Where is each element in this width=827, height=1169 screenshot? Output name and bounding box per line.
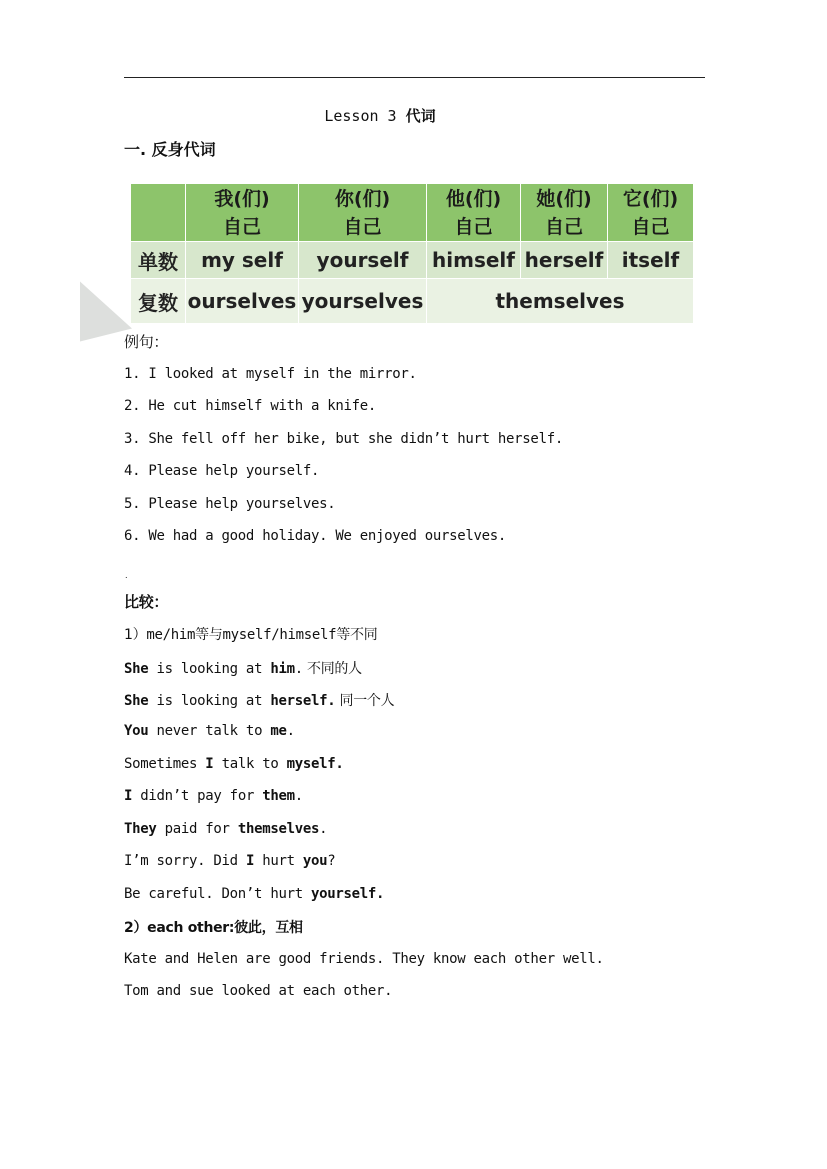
header-cell: 我(们) 自己 bbox=[186, 184, 299, 242]
example-sentence: 3. She fell off her bike, but she didn’t hurt herself. bbox=[124, 431, 563, 447]
header-rule bbox=[124, 77, 705, 78]
header-cell: 你(们) 自己 bbox=[299, 184, 427, 242]
table-cell: yourself bbox=[299, 242, 427, 279]
example-sentence: 1. I looked at myself in the mirror. bbox=[124, 366, 417, 382]
reflexive-pronoun-table bbox=[130, 183, 693, 320]
table-cell: my self bbox=[186, 242, 299, 279]
compare-sentence: Be careful. Don’t hurt yourself. bbox=[124, 886, 385, 902]
compare-sentence: Kate and Helen are good friends. They know each other well. bbox=[124, 951, 604, 967]
table-cell: itself bbox=[608, 242, 694, 279]
compare-sentence: She is looking at herself. 同一个人 bbox=[124, 693, 395, 709]
row-label-plural: 复数 bbox=[131, 279, 186, 324]
header-cell: 她(们) 自己 bbox=[521, 184, 608, 242]
table-cell: themselves bbox=[427, 279, 694, 324]
example-sentence: 2. He cut himself with a knife. bbox=[124, 398, 376, 414]
compare-sentence: They paid for themselves. bbox=[124, 821, 328, 837]
compare-sentence: She is looking at him. 不同的人 bbox=[124, 661, 362, 677]
compare-sentence: I didn’t pay for them. bbox=[124, 788, 303, 804]
example-sentence: 5. Please help yourselves. bbox=[124, 496, 336, 512]
table-cell: herself bbox=[521, 242, 608, 279]
compare-sentence: I’m sorry. Did I hurt you? bbox=[124, 853, 336, 869]
example-sentence: 4. Please help yourself. bbox=[124, 463, 320, 479]
header-cell: 它(们) 自己 bbox=[608, 184, 694, 242]
examples-label: 例句： bbox=[124, 333, 169, 351]
compare-point-1: 1）me/him等与myself/himself等不同 bbox=[124, 627, 378, 643]
compare-sentence: Tom and sue looked at each other. bbox=[124, 983, 393, 999]
header-empty bbox=[131, 184, 186, 242]
example-sentence: 6. We had a good holiday. We enjoyed ourselves. bbox=[124, 528, 507, 544]
compare-sentence: You never talk to me. bbox=[124, 723, 295, 739]
compare-label: 比较： bbox=[124, 593, 169, 611]
compare-point-2: 2）each other:彼此，互相 bbox=[124, 920, 303, 936]
plural-row bbox=[131, 279, 694, 324]
table-cell: yourselves bbox=[299, 279, 427, 324]
singular-row bbox=[131, 242, 694, 279]
stray-dot: . bbox=[125, 571, 128, 580]
title-cn: 代词 bbox=[405, 107, 436, 125]
table-cell: himself bbox=[427, 242, 521, 279]
title-en: Lesson 3 bbox=[324, 107, 397, 125]
table-cell: ourselves bbox=[186, 279, 299, 324]
section-heading: 一. 反身代词 bbox=[124, 140, 216, 159]
table-header-row bbox=[131, 184, 694, 242]
header-cell: 他(们) 自己 bbox=[427, 184, 521, 242]
compare-sentence: Sometimes I talk to myself. bbox=[124, 756, 344, 772]
row-label-singular: 单数 bbox=[131, 242, 186, 279]
page-title bbox=[0, 105, 760, 126]
